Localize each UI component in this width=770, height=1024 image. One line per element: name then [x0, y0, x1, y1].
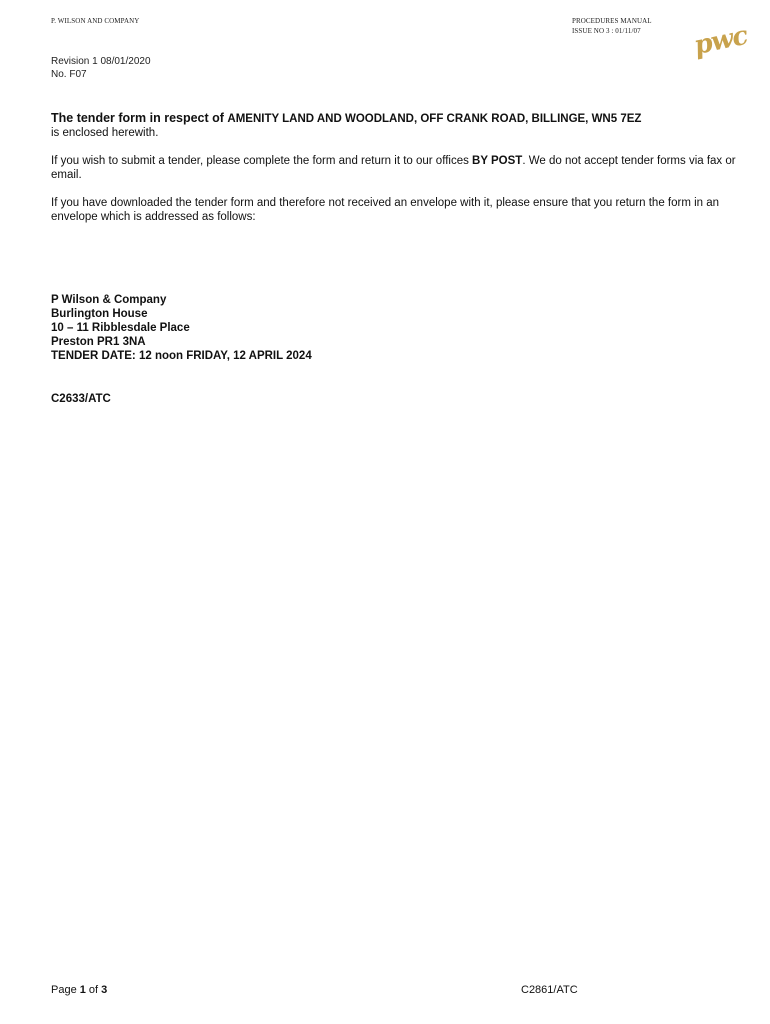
paragraph-submission	[51, 154, 741, 182]
revision-line: Revision 1 08/01/2020	[51, 56, 151, 67]
title-property: AMENITY LAND AND WOODLAND, OFF CRANK ROAD, BILLINGE, WN5 7EZ	[227, 113, 642, 125]
address-line: P Wilson & Company	[51, 294, 167, 306]
by-post-emphasis: BY POST	[472, 155, 523, 167]
paragraph-envelope: If you have downloaded the tender form and therefore not received an envelope with it, please ensure that you return the form in an envelope which is addressed as follows:	[51, 197, 720, 223]
para1-text-end: . We do not accept tender forms via fax or email.	[51, 155, 736, 181]
address-line: Preston PR1 3NA	[51, 336, 146, 348]
company-logo: pwc	[691, 20, 750, 62]
manual-header: PROCEDURES MANUAL	[572, 17, 652, 25]
page-label: Page	[51, 984, 80, 996]
title-tail: is enclosed herewith.	[51, 127, 159, 139]
issue-header: ISSUE NO 3 : 01/11/07	[572, 27, 641, 35]
document-number: No. F07	[51, 69, 87, 80]
address-line: 10 – 11 Ribblesdale Place	[51, 322, 190, 334]
company-header: P. WILSON AND COMPANY	[51, 17, 140, 25]
address-block	[51, 293, 312, 363]
page-number	[51, 984, 107, 996]
page-current: 1	[79, 984, 86, 996]
reference-code: C2633/ATC	[51, 393, 111, 405]
title-lead: The tender form in respect of	[51, 111, 228, 125]
footer-reference: C2861/ATC	[521, 984, 578, 996]
tender-date: TENDER DATE: 12 noon FRIDAY, 12 APRIL 2024	[51, 350, 312, 362]
page-total: 3	[101, 984, 108, 996]
page-of: of	[85, 984, 102, 996]
para1-text: If you wish to submit a tender, please complete the form and return it to our offices	[51, 155, 473, 167]
page-title	[51, 111, 641, 125]
address-line: Burlington House	[51, 308, 148, 320]
